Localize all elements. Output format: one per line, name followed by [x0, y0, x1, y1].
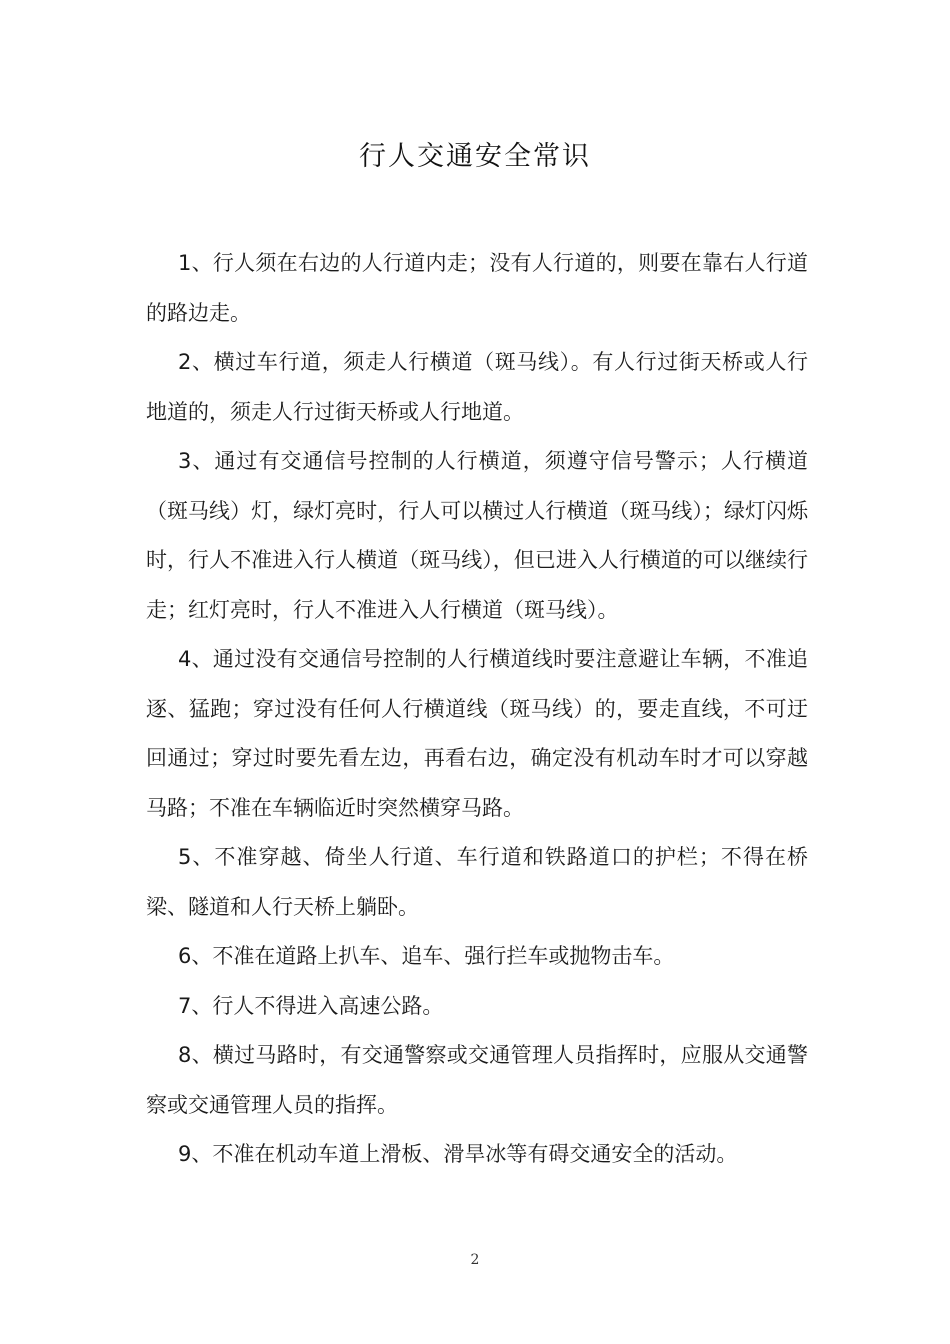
page-number: 2	[470, 1252, 480, 1268]
rule-paragraph-9: 9、不准在机动车道上滑板、滑旱冰等有碍交通安全的活动。	[178, 1142, 738, 1166]
rule-paragraph-3: 3、通过有交通信号控制的人行横道，须遵守信号警示；人行横道（斑马线）灯，绿灯亮时，行人可以横过人行横道（斑马线）；绿灯闪烁时，行人不准进入行人横道（斑马线），但已进入人行横道的可以继续行走；红灯亮时，行人不准进入人行横道（斑马线）。	[146, 449, 808, 622]
document-body	[146, 239, 808, 1180]
rule-paragraph-1: 1、行人须在右边的人行道内走；没有人行道的，则要在靠右人行道的路边走。	[146, 251, 808, 325]
rule-paragraph-2: 2、横过车行道，须走人行横道（斑马线）。有人行过街天桥或人行地道的，须走人行过街天桥或人行地道。	[146, 350, 808, 424]
rule-paragraph-4: 4、通过没有交通信号控制的人行横道线时要注意避让车辆，不准追逐、猛跑；穿过没有任何人行横道线（斑马线）的，要走直线，不可迂回通过；穿过时要先看左边，再看右边，确定没有机动车时才可以穿越马路；不准在车辆临近时突然横穿马路。	[146, 647, 808, 820]
rule-paragraph-6: 6、不准在道路上扒车、追车、强行拦车或抛物击车。	[178, 944, 675, 968]
rule-paragraph-5: 5、不准穿越、倚坐人行道、车行道和铁路道口的护栏；不得在桥梁、隧道和人行天桥上躺卧。	[146, 845, 808, 919]
document-title: 行人交通安全常识	[359, 141, 591, 172]
rule-paragraph-8: 8、横过马路时，有交通警察或交通管理人员指挥时，应服从交通警察或交通管理人员的指挥。	[146, 1043, 808, 1117]
rule-paragraph-7: 7、行人不得进入高速公路。	[178, 993, 444, 1018]
